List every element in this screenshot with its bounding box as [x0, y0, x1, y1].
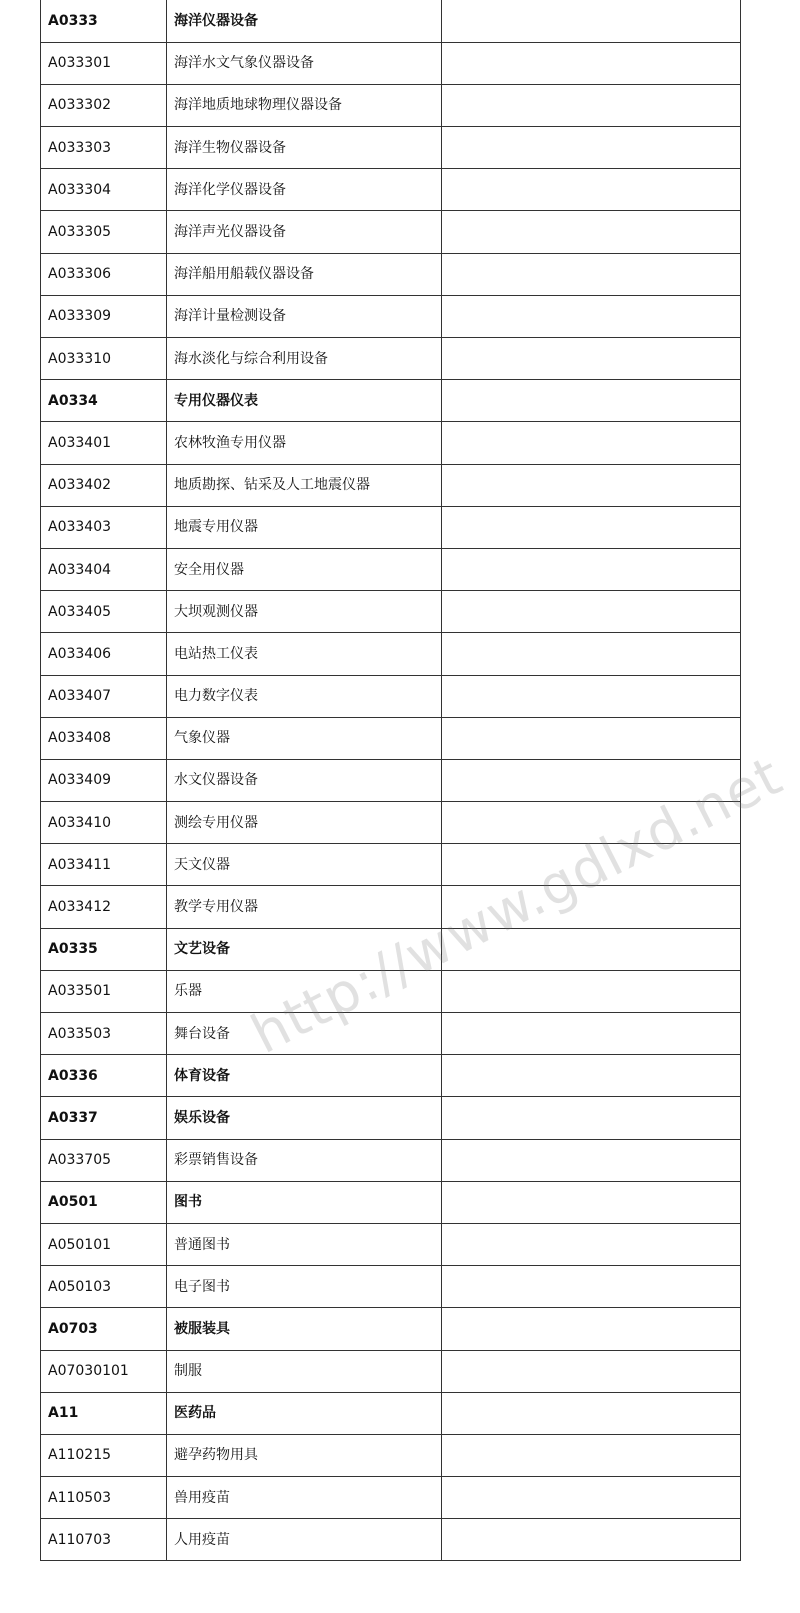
table-row	[41, 1308, 741, 1350]
empty-cell	[442, 211, 741, 253]
table-row	[41, 1266, 741, 1308]
table-row	[41, 380, 741, 422]
item-name: 避孕药物用具	[167, 1434, 442, 1476]
item-name: 农林牧渔专用仪器	[167, 422, 442, 464]
table-row	[41, 886, 741, 928]
item-code: A033310	[41, 338, 167, 380]
empty-cell	[442, 506, 741, 548]
empty-cell	[442, 1308, 741, 1350]
empty-cell	[442, 675, 741, 717]
item-name: 大坝观测仪器	[167, 591, 442, 633]
table-row	[41, 548, 741, 590]
empty-cell	[442, 1477, 741, 1519]
item-code: A0501	[41, 1181, 167, 1223]
empty-cell	[442, 928, 741, 970]
item-name: 电站热工仪表	[167, 633, 442, 675]
table-row	[41, 253, 741, 295]
table-row	[41, 844, 741, 886]
table-row	[41, 506, 741, 548]
table-row	[41, 42, 741, 84]
item-name: 人用疫苗	[167, 1519, 442, 1561]
item-code: A033305	[41, 211, 167, 253]
item-name: 气象仪器	[167, 717, 442, 759]
table-row	[41, 1013, 741, 1055]
item-code: A050101	[41, 1223, 167, 1265]
item-name: 海洋仪器设备	[167, 0, 442, 42]
table-row	[41, 84, 741, 126]
item-name: 乐器	[167, 970, 442, 1012]
empty-cell	[442, 1519, 741, 1561]
item-code: A033501	[41, 970, 167, 1012]
empty-cell	[442, 338, 741, 380]
item-code: A033303	[41, 127, 167, 169]
empty-cell	[442, 1223, 741, 1265]
item-name: 教学专用仪器	[167, 886, 442, 928]
table-row	[41, 970, 741, 1012]
empty-cell	[442, 1392, 741, 1434]
empty-cell	[442, 380, 741, 422]
table-row	[41, 1477, 741, 1519]
item-code: A033412	[41, 886, 167, 928]
item-name: 普通图书	[167, 1223, 442, 1265]
empty-cell	[442, 1350, 741, 1392]
item-code: A0337	[41, 1097, 167, 1139]
item-name: 水文仪器设备	[167, 759, 442, 801]
item-code: A033406	[41, 633, 167, 675]
item-code: A033306	[41, 253, 167, 295]
item-name: 电子图书	[167, 1266, 442, 1308]
item-code: A033503	[41, 1013, 167, 1055]
item-name: 海洋生物仪器设备	[167, 127, 442, 169]
item-code: A0336	[41, 1055, 167, 1097]
item-code: A033410	[41, 802, 167, 844]
catalog-table	[40, 0, 741, 1561]
item-name: 医药品	[167, 1392, 442, 1434]
item-code: A033401	[41, 422, 167, 464]
table-row	[41, 1434, 741, 1476]
table-row	[41, 1519, 741, 1561]
empty-cell	[442, 1181, 741, 1223]
empty-cell	[442, 970, 741, 1012]
empty-cell	[442, 1097, 741, 1139]
empty-cell	[442, 886, 741, 928]
empty-cell	[442, 295, 741, 337]
empty-cell	[442, 1434, 741, 1476]
table-row	[41, 169, 741, 211]
item-name: 地震专用仪器	[167, 506, 442, 548]
item-code: A033309	[41, 295, 167, 337]
item-name: 海洋地质地球物理仪器设备	[167, 84, 442, 126]
empty-cell	[442, 591, 741, 633]
table-row	[41, 759, 741, 801]
item-name: 兽用疫苗	[167, 1477, 442, 1519]
item-name: 体育设备	[167, 1055, 442, 1097]
item-code: A033403	[41, 506, 167, 548]
table-row	[41, 464, 741, 506]
table-row	[41, 0, 741, 42]
empty-cell	[442, 1055, 741, 1097]
catalog-table-body	[41, 0, 741, 1561]
empty-cell	[442, 464, 741, 506]
watermark: http://www.gdlxd.net	[241, 743, 792, 1066]
item-code: A033408	[41, 717, 167, 759]
item-code: A0334	[41, 380, 167, 422]
item-name: 海洋水文气象仪器设备	[167, 42, 442, 84]
item-code: A0333	[41, 0, 167, 42]
item-code: A110215	[41, 1434, 167, 1476]
item-code: A033411	[41, 844, 167, 886]
item-name: 海洋计量检测设备	[167, 295, 442, 337]
empty-cell	[442, 1266, 741, 1308]
item-code: A11	[41, 1392, 167, 1434]
empty-cell	[442, 717, 741, 759]
item-code: A07030101	[41, 1350, 167, 1392]
table-row	[41, 591, 741, 633]
item-code: A110503	[41, 1477, 167, 1519]
table-row	[41, 1223, 741, 1265]
item-name: 海洋化学仪器设备	[167, 169, 442, 211]
table-row	[41, 1139, 741, 1181]
item-name: 制服	[167, 1350, 442, 1392]
item-code: A033302	[41, 84, 167, 126]
item-name: 天文仪器	[167, 844, 442, 886]
table-row	[41, 633, 741, 675]
item-code: A033301	[41, 42, 167, 84]
empty-cell	[442, 169, 741, 211]
empty-cell	[442, 42, 741, 84]
item-code: A110703	[41, 1519, 167, 1561]
item-name: 测绘专用仪器	[167, 802, 442, 844]
item-code: A033402	[41, 464, 167, 506]
item-code: A033407	[41, 675, 167, 717]
empty-cell	[442, 422, 741, 464]
item-name: 舞台设备	[167, 1013, 442, 1055]
table-row	[41, 338, 741, 380]
table-row	[41, 717, 741, 759]
table-row	[41, 1350, 741, 1392]
item-code: A0703	[41, 1308, 167, 1350]
item-name: 文艺设备	[167, 928, 442, 970]
table-row	[41, 1392, 741, 1434]
item-code: A033404	[41, 548, 167, 590]
empty-cell	[442, 548, 741, 590]
item-code: A033409	[41, 759, 167, 801]
empty-cell	[442, 84, 741, 126]
table-row	[41, 422, 741, 464]
item-name: 海水淡化与综合利用设备	[167, 338, 442, 380]
item-code: A050103	[41, 1266, 167, 1308]
empty-cell	[442, 1139, 741, 1181]
item-code: A033405	[41, 591, 167, 633]
item-name: 海洋船用船载仪器设备	[167, 253, 442, 295]
item-name: 电力数字仪表	[167, 675, 442, 717]
item-code: A0335	[41, 928, 167, 970]
item-name: 被服装具	[167, 1308, 442, 1350]
table-row	[41, 802, 741, 844]
empty-cell	[442, 127, 741, 169]
empty-cell	[442, 802, 741, 844]
table-row	[41, 1181, 741, 1223]
empty-cell	[442, 253, 741, 295]
empty-cell	[442, 759, 741, 801]
item-name: 娱乐设备	[167, 1097, 442, 1139]
item-name: 图书	[167, 1181, 442, 1223]
table-row	[41, 1055, 741, 1097]
table-row	[41, 1097, 741, 1139]
item-name: 海洋声光仪器设备	[167, 211, 442, 253]
empty-cell	[442, 844, 741, 886]
table-row	[41, 211, 741, 253]
table-row	[41, 295, 741, 337]
item-name: 专用仪器仪表	[167, 380, 442, 422]
empty-cell	[442, 0, 741, 42]
empty-cell	[442, 633, 741, 675]
table-row	[41, 675, 741, 717]
table-row	[41, 928, 741, 970]
item-code: A033304	[41, 169, 167, 211]
table-row	[41, 127, 741, 169]
item-code: A033705	[41, 1139, 167, 1181]
item-name: 安全用仪器	[167, 548, 442, 590]
item-name: 彩票销售设备	[167, 1139, 442, 1181]
empty-cell	[442, 1013, 741, 1055]
item-name: 地质勘探、钻采及人工地震仪器	[167, 464, 442, 506]
